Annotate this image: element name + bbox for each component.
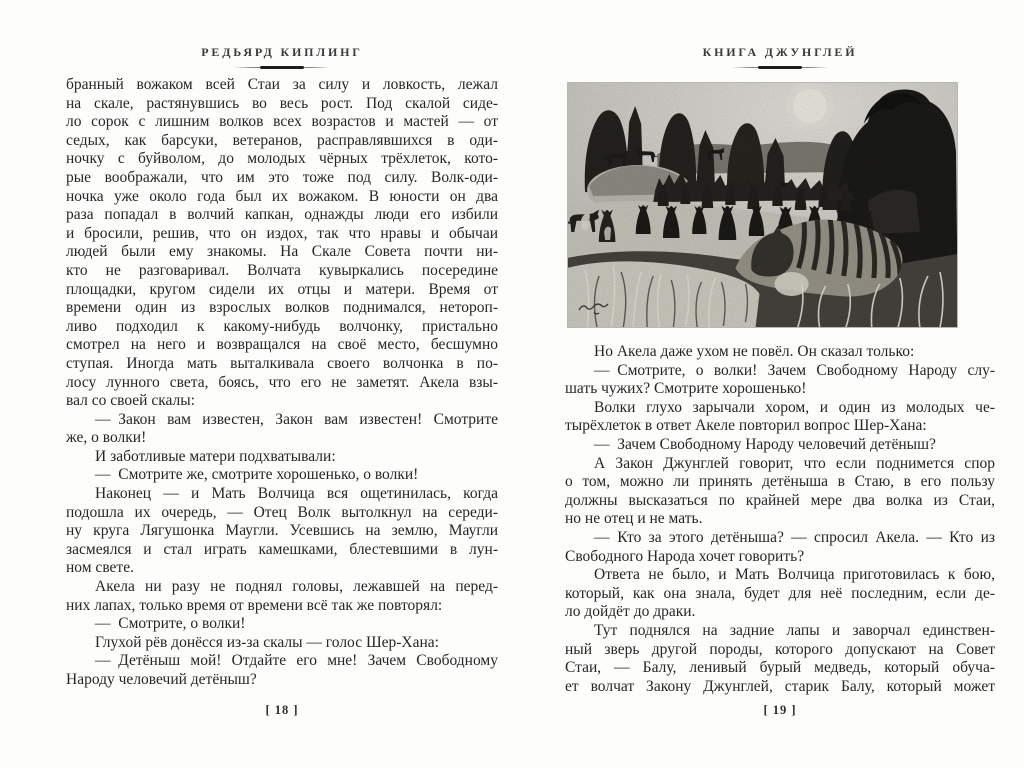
text-line: но не отец и не мать. bbox=[565, 510, 703, 528]
page-number-left: [ 18 ] bbox=[265, 703, 299, 717]
text-line: подошла их очередь, — Отец Волк вытолкнул на середи- bbox=[66, 503, 498, 521]
text-line: площадки, кругом сидели их отцы и матери. Время от bbox=[66, 280, 498, 298]
text-line: — Смотрите же, смотрите хорошенько, о волки! bbox=[95, 466, 419, 484]
text-line: бранный вожаком всей Стаи за силу и ловкость, лежал bbox=[66, 76, 498, 93]
text-line: ет волчат Закону Джунглей, старик Балу, который может bbox=[565, 677, 995, 695]
text-line: лосу лунного света, боясь, что его не заметят. Акела взы- bbox=[66, 373, 498, 391]
grain-overlay bbox=[567, 82, 958, 328]
header-rule bbox=[565, 66, 995, 70]
text-line: И заботливые матери подхватывали: bbox=[95, 447, 336, 465]
text-line: тырёхлеток в ответ Акеле повторил вопрос Шер-Хана: bbox=[565, 417, 927, 435]
header-rule bbox=[66, 66, 498, 70]
text-line: раза попадал в волчий капкан, однажды люди его избили bbox=[66, 206, 498, 224]
text-line: шать чужих? Смотрите хорошенько! bbox=[565, 380, 807, 398]
right-text-column bbox=[565, 343, 995, 696]
text-line: засмеялся и стал играть камешками, блестевшими в лун- bbox=[66, 540, 498, 558]
text-line: о том, можно ли принять детёныша в Стаю, в его пользу bbox=[565, 473, 995, 491]
text-line: должны высказаться по крайней мере два волка из Стаи, bbox=[565, 491, 995, 509]
running-head-title: КНИГА ДЖУНГЛЕЙ bbox=[702, 45, 858, 59]
text-line: ный зверь другой породы, которого допускают на Совет bbox=[565, 640, 995, 658]
text-line: — Детёныш мой! Отдайте его мне! Зачем Свободному bbox=[95, 652, 498, 670]
council-rock-illustration bbox=[567, 82, 958, 328]
text-line: — Кто за этого детёныша? — спросил Акела. — Кто из bbox=[594, 528, 995, 546]
text-line: Стаи, — Балу, ленивый бурый медведь, который обуча- bbox=[565, 659, 995, 677]
text-line: и бросили, решив, что он издох, так что нравы и обычаи bbox=[66, 224, 498, 242]
text-line: вал со своей скалы: bbox=[66, 392, 195, 410]
text-line: — Закон вам известен, Закон вам известен! Смотрите bbox=[95, 410, 498, 428]
text-line: — Смотрите, о волки! Зачем Свободному Народу слу- bbox=[594, 361, 995, 379]
page-number-right: [ 19 ] bbox=[763, 703, 797, 717]
text-line: же, о волки! bbox=[66, 429, 147, 447]
text-line: — Зачем Свободному Народу человечий детёныш? bbox=[594, 435, 936, 453]
text-line: который, как она знала, будет для неё последним, если де- bbox=[565, 584, 995, 602]
council-rock-illustration-svg bbox=[567, 82, 958, 328]
text-line: ливо подходил к какому-нибудь волчонку, пристально bbox=[66, 317, 498, 335]
text-line: Народу человечий детёныш? bbox=[66, 671, 257, 688]
text-line: Свободного Народа хочет говорить? bbox=[565, 547, 805, 565]
text-line: Акела ни разу не поднял головы, лежавшей на перед- bbox=[95, 578, 498, 596]
text-line: ло сорок с лишним волков всех возрастов и мастей — от bbox=[66, 113, 498, 131]
text-line: Глухой рёв донёсся из-за скалы — голос Шер-Хана: bbox=[95, 633, 439, 651]
left-text-column bbox=[66, 76, 498, 690]
text-line: кто не разговаривал. Волчата кувыркались посередине bbox=[66, 261, 498, 279]
text-line: А Закон Джунглей говорит, что если поднимется спор bbox=[594, 454, 995, 472]
text-line: на скале, растянувшись во весь рост. Под скалой сиде- bbox=[66, 94, 498, 112]
text-line: Наконец — и Мать Волчица вся ощетинилась, когда bbox=[95, 485, 498, 503]
text-line: — Смотрите, о волки! bbox=[95, 615, 246, 633]
text-line: ном свете. bbox=[66, 559, 134, 577]
text-line: Волки глухо зарычали хором, и один из молодых че- bbox=[594, 398, 995, 416]
text-line: них лапах, только время от времени всё так же повторял: bbox=[66, 596, 443, 614]
text-line: седых, как барсуки, ветеранов, расправлявшихся в оди- bbox=[66, 131, 498, 149]
running-head-author: РЕДЬЯРД КИПЛИНГ bbox=[201, 45, 363, 59]
text-line: смотрел на него и возвращался на своё место, бесшумно bbox=[66, 336, 498, 354]
text-line: Тут поднялся на задние лапы и заворчал единствен- bbox=[594, 621, 995, 639]
text-line: ступая. Иногда мать выталкивала своего волчонка в по- bbox=[66, 354, 498, 372]
text-line: времени один из взрослых волков поднимался, нетороп- bbox=[66, 299, 498, 317]
text-line: ночка уже около года был их вожаком. В юности он два bbox=[66, 187, 498, 205]
text-line: ну круга Лягушонка Маугли. Усевшись на землю, Маугли bbox=[66, 522, 498, 540]
text-line: Ответа не было, и Мать Волчица приготовилась к бою, bbox=[594, 566, 995, 584]
text-line: Но Акела даже ухом не повёл. Он сказал только: bbox=[594, 343, 915, 360]
text-line: ло дойдёт до драки. bbox=[565, 603, 696, 621]
text-line: рые воображали, что им это тоже под силу. Волк-оди- bbox=[66, 168, 498, 186]
text-line: ночку с буйволом, до молодых чёрных трёхлеток, кото- bbox=[66, 150, 498, 168]
text-line: людей были ему знакомы. На Скале Совета почти ни- bbox=[66, 243, 498, 261]
